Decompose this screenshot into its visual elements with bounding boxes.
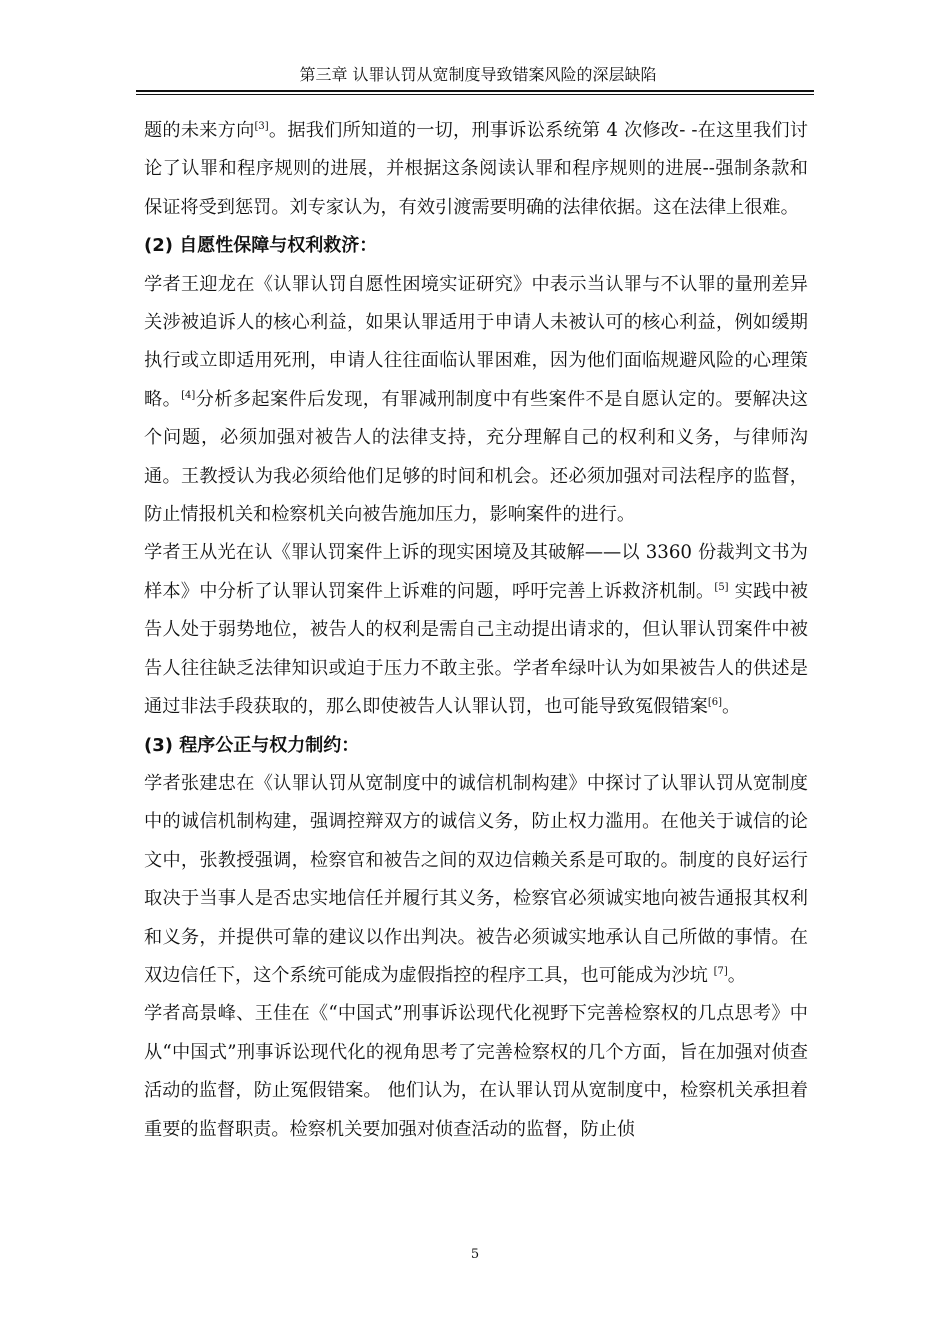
paragraph-2-text: 学者王迎龙在《认罪认罚自愿性困境实证研究》中表示当认罪与不认罪的量刑差异关涉被追诉人的核心利益，如果认罪适用于申请人未被认可的核心利益，例如缓期执行或立即适用死刑，申请人往往面临认罪困难，因为他们面临规避风险的心理策略。	[144, 273, 808, 410]
paragraph-1	[144, 112, 808, 227]
paragraph-4-end: 。	[727, 964, 746, 986]
paragraph-2	[144, 266, 808, 535]
header-rule-thick	[136, 90, 814, 92]
running-header: 第三章 认罪认罚从宽制度导致错案风险的深层缺陷	[299, 65, 657, 84]
paragraph-5: 学者高景峰、王佳在《“中国式”刑事诉讼现代化视野下完善检察权的几点思考》中从“中国式”刑事诉讼现代化的视角思考了完善检察权的几个方面，旨在加强对侦查活动的监督，防止冤假错案。 他们认为，在认罪认罚从宽制度中，检察机关承担着重要的监督职责。检察机关要加强对侦查活动的监督，防止侦	[144, 1003, 808, 1140]
paragraph-4	[144, 765, 808, 995]
section-heading-2: (2) 自愿性保障与权利救济：	[144, 235, 378, 257]
body-text	[144, 112, 808, 1149]
citation-7: [7]	[713, 965, 728, 977]
paragraph-1-text: 题的未来方向	[144, 120, 255, 141]
paragraph-3	[144, 534, 808, 726]
header-rule-thin	[136, 94, 814, 95]
paragraph-3-continued: 实践中被告人处于弱势地位，被告人的权利是需自己主动提出请求的，但认罪认罚案件中被告人往往缺乏法律知识或迫于压力不敢主张。学者牟绿叶认为如果被告人的供述是通过非法手段获取的，那么即使被告人认罪认罚，也可能导致冤假错案	[144, 580, 808, 718]
citation-4: [4]	[181, 389, 196, 401]
paragraph-2-continued: 分析多起案件后发现，有罪减刑制度中有些案件不是自愿认定的。要解决这个问题，必须加强对被告人的法律支持，充分理解自己的权利和义务，与律师沟通。王教授认为我必须给他们足够的时间和机会。还必须加强对司法程序的监督，防止情报机关和检察机关向被告施加压力，影响案件的进行。	[144, 388, 808, 526]
citation-3: [3]	[254, 120, 269, 132]
citation-5: [5]	[714, 581, 729, 593]
citation-6: [6]	[707, 697, 722, 709]
page-number: 5	[470, 1247, 480, 1262]
paragraph-1-continued: 。据我们所知道的一切，刑事诉讼系统第 4 次修改- -在这里我们讨论了认罪和程序规则的进展，并根据这条阅读认罪和程序规则的进展--强制条款和保证将受到惩罚。刘专家认为，有效引渡需要明确的法律依据。这在法律上很难。	[144, 120, 808, 218]
section-heading-3: (3) 程序公正与权力制约：	[144, 734, 360, 756]
paragraph-3-end: 。	[722, 696, 741, 718]
paragraph-3-text: 学者王从光在认《罪认罚案件上诉的现实困境及其破解——以 3360 份裁判文书为样本》中分析了认罪认罚案件上诉难的问题，呼吁完善上诉救济机制。	[144, 542, 808, 602]
paragraph-4-text: 学者张建忠在《认罪认罚从宽制度中的诚信机制构建》中探讨了认罪认罚从宽制度中的诚信机制构建，强调控辩双方的诚信义务，防止权力滥用。在他关于诚信的论文中，张教授强调，检察官和被告之间的双边信赖关系是可取的。制度的良好运行取决于当事人是否忠实地信任并履行其义务，检察官必须诚实地向被告通报其权利和义务，并提供可靠的建议以作出判决。被告必须诚实地承认自己所做的事情。在双边信任下，这个系统可能成为虚假指控的程序工具，也可能成为沙坑	[144, 772, 808, 986]
